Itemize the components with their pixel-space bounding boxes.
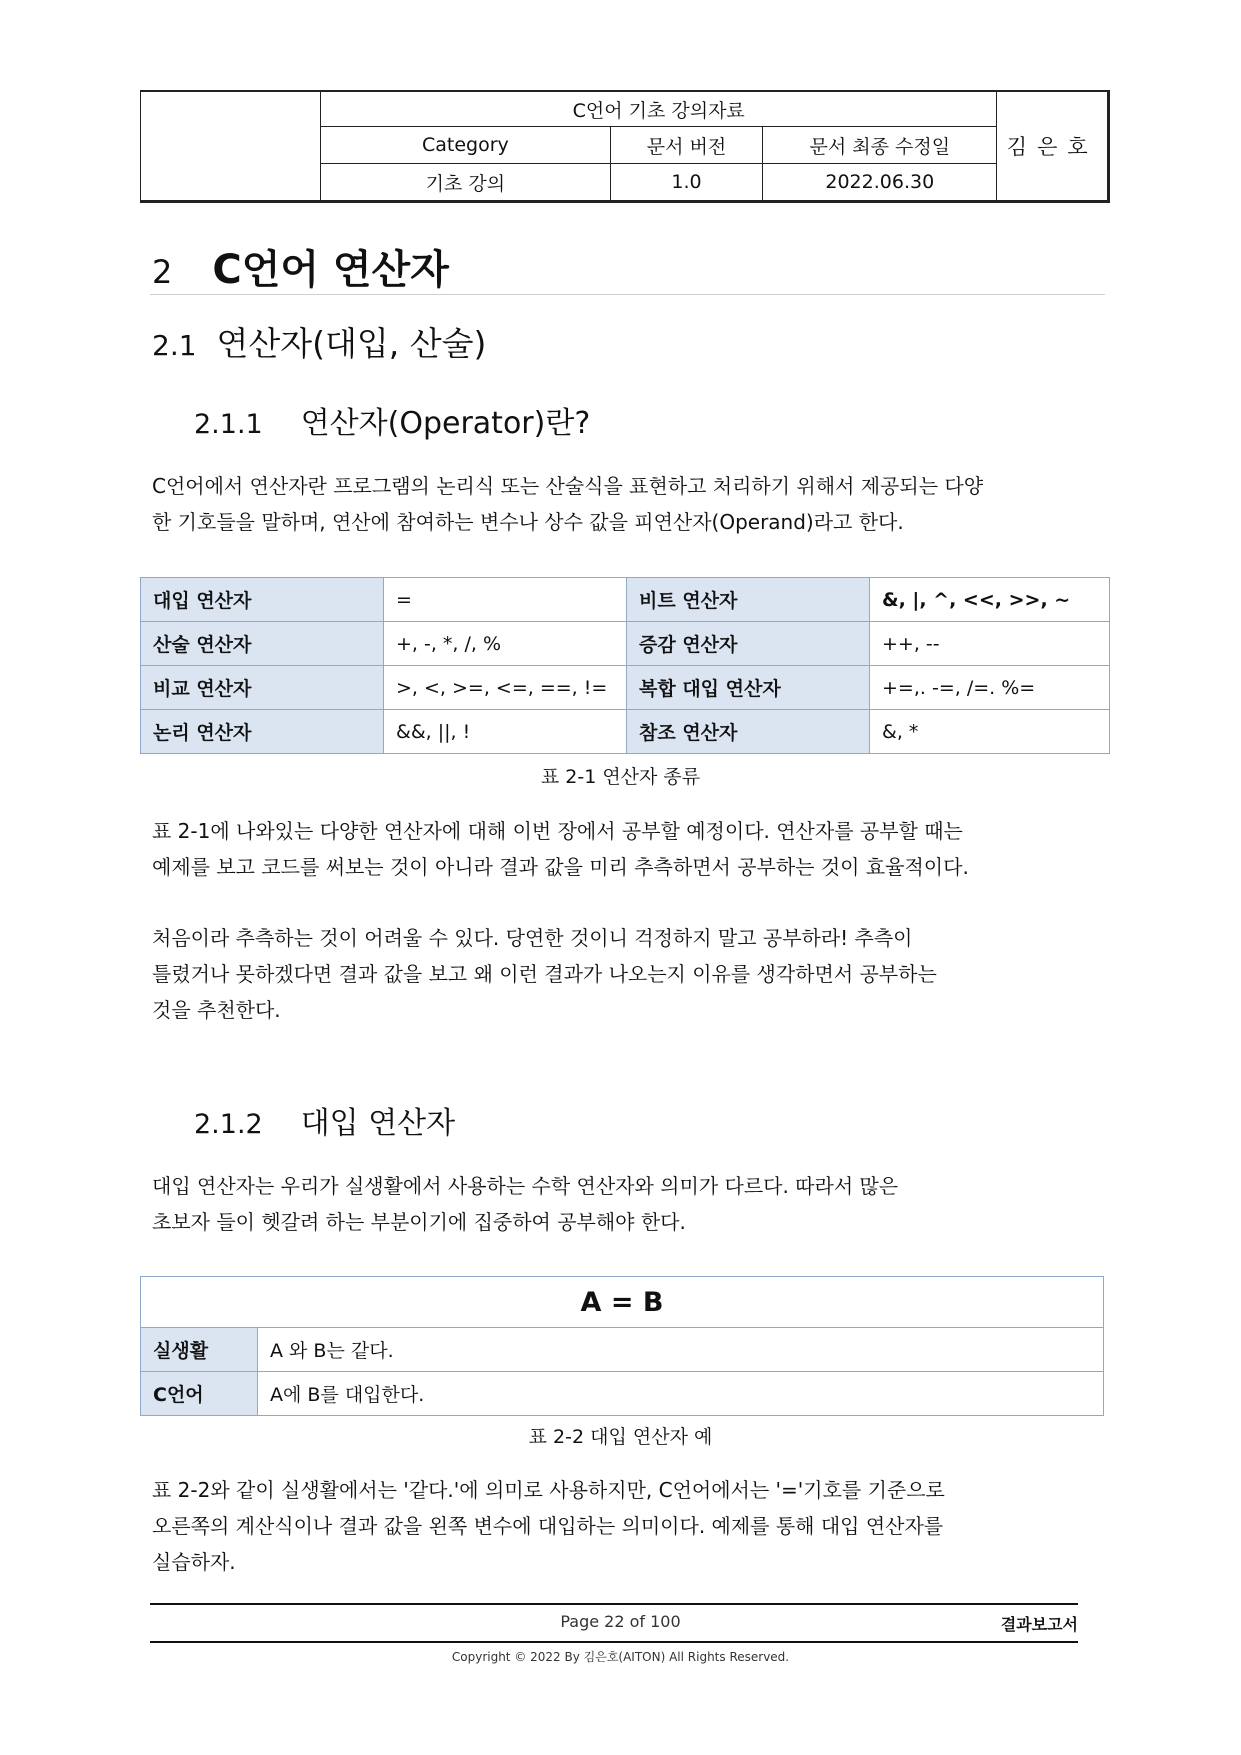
table-row: [141, 1372, 1104, 1416]
doc-title: C언어 기초 강의자료: [320, 91, 996, 127]
section-heading: [152, 318, 486, 365]
table-cell: 논리 연산자: [141, 710, 384, 754]
paragraph-3: [152, 920, 1102, 1028]
text-line: 실습하자.: [152, 1550, 236, 1574]
table-cell: >, <, >=, <=, ==, !=: [384, 666, 627, 710]
subsection-number: 2.1.1: [194, 409, 263, 440]
table-cell: C언어: [141, 1372, 258, 1416]
table-cell: 대입 연산자: [141, 578, 384, 622]
document-header: [140, 90, 1110, 203]
text-line: C언어에서 연산자란 프로그램의 논리식 또는 산술식을 표현하고 처리하기 위해서 제공되는 다양: [152, 474, 984, 498]
table-cell: 참조 연산자: [627, 710, 870, 754]
section-title: 연산자(대입, 산술): [216, 324, 487, 363]
subsection-title: 연산자(Operator)란?: [300, 406, 591, 441]
table-row: [141, 1277, 1104, 1328]
chapter-number: 2: [152, 253, 173, 291]
table-row: [141, 578, 1110, 622]
section-number: 2.1: [152, 329, 197, 362]
chapter-title: C언어 연산자: [212, 247, 449, 293]
assignment-table: [140, 1276, 1104, 1416]
chapter-divider: [150, 294, 1105, 295]
table-cell: A에 B를 대입한다.: [258, 1372, 1104, 1416]
text-line: 표 2-1에 나와있는 다양한 연산자에 대해 이번 장에서 공부할 예정이다. 연산자를 공부할 때는: [152, 819, 963, 843]
paragraph-4: [152, 1168, 1102, 1240]
col-version: 문서 버전: [610, 127, 762, 164]
text-line: 오른쪽의 계산식이나 결과 값을 왼쪽 변수에 대입하는 의미이다. 예제를 통해 대입 연산자를: [152, 1514, 944, 1538]
paragraph-2: [152, 813, 1102, 885]
table-cell: 산술 연산자: [141, 622, 384, 666]
report-label: 결과보고서: [1000, 1615, 1078, 1634]
text-line: 초보자 들이 헷갈려 하는 부분이기에 집중하여 공부해야 한다.: [152, 1210, 686, 1234]
table-cell: 복합 대입 연산자: [627, 666, 870, 710]
col-category: Category: [320, 127, 610, 164]
text-line: 예제를 보고 코드를 써보는 것이 아니라 결과 값을 미리 추측하면서 공부하는 것이 효율적이다.: [152, 855, 969, 879]
paragraph-5: [152, 1472, 1102, 1580]
table-cell: 실생활: [141, 1328, 258, 1372]
subsection-title: 대입 연산자: [300, 1106, 456, 1141]
table-row: [141, 666, 1110, 710]
text-line: 틀렸거나 못하겠다면 결과 값을 보고 왜 이런 결과가 나오는지 이유를 생각하면서 공부하는: [152, 962, 937, 986]
table-row: [141, 622, 1110, 666]
table-row: [141, 710, 1110, 754]
page-number: Page 22 of 100: [560, 1612, 681, 1631]
text-line: 표 2-2와 같이 실생활에서는 '같다.'에 의미로 사용하지만, C언어에서는 '='기호를 기준으로: [152, 1478, 945, 1502]
table-cell: +=,. -=, /=. %=: [870, 666, 1110, 710]
subsection-heading-1: [194, 398, 590, 442]
table-cell: &, |, ^, <<, >>, ~: [870, 578, 1110, 622]
subsection-number: 2.1.2: [194, 1109, 263, 1140]
header-logo-cell: [141, 91, 321, 202]
footer-bottom-rule: [150, 1641, 1078, 1643]
text-line: 대입 연산자는 우리가 실생활에서 사용하는 수학 연산자와 의미가 다르다. 따라서 많은: [152, 1174, 899, 1198]
text-line: 처음이라 추측하는 것이 어려울 수 있다. 당연한 것이니 걱정하지 말고 공부하라! 추측이: [152, 926, 913, 950]
table-cell: +, -, *, /, %: [384, 622, 627, 666]
table-cell: 비교 연산자: [141, 666, 384, 710]
modified-value: 2022.06.30: [763, 164, 997, 202]
table-cell: 증감 연산자: [627, 622, 870, 666]
table-caption-2: 표 2-2 대입 연산자 예: [528, 1426, 713, 1448]
chapter-heading: [152, 238, 449, 295]
assignment-title: A = B: [141, 1277, 1104, 1328]
table-cell: =: [384, 578, 627, 622]
subsection-heading-2: [194, 1098, 455, 1142]
table-row: [141, 1328, 1104, 1372]
table-caption-1: 표 2-1 연산자 종류: [540, 766, 701, 788]
operator-table: [140, 577, 1110, 754]
version-value: 1.0: [610, 164, 762, 202]
text-line: 한 기호들을 말하며, 연산에 참여하는 변수나 상수 값을 피연산자(Operand)라고 한다.: [152, 510, 904, 534]
category-value: 기초 강의: [320, 164, 610, 202]
intro-paragraph: [152, 468, 1102, 540]
table-cell: ++, --: [870, 622, 1110, 666]
table-cell: 비트 연산자: [627, 578, 870, 622]
text-line: 것을 추천한다.: [152, 998, 281, 1022]
col-modified: 문서 최종 수정일: [763, 127, 997, 164]
table-cell: &, *: [870, 710, 1110, 754]
footer-top-rule: [150, 1603, 1078, 1605]
table-cell: &&, ||, !: [384, 710, 627, 754]
copyright: Copyright © 2022 By 김은호(AITON) All Rights Reserved.: [451, 1650, 790, 1664]
author: 김은호: [997, 91, 1109, 202]
table-cell: A 와 B는 같다.: [258, 1328, 1104, 1372]
